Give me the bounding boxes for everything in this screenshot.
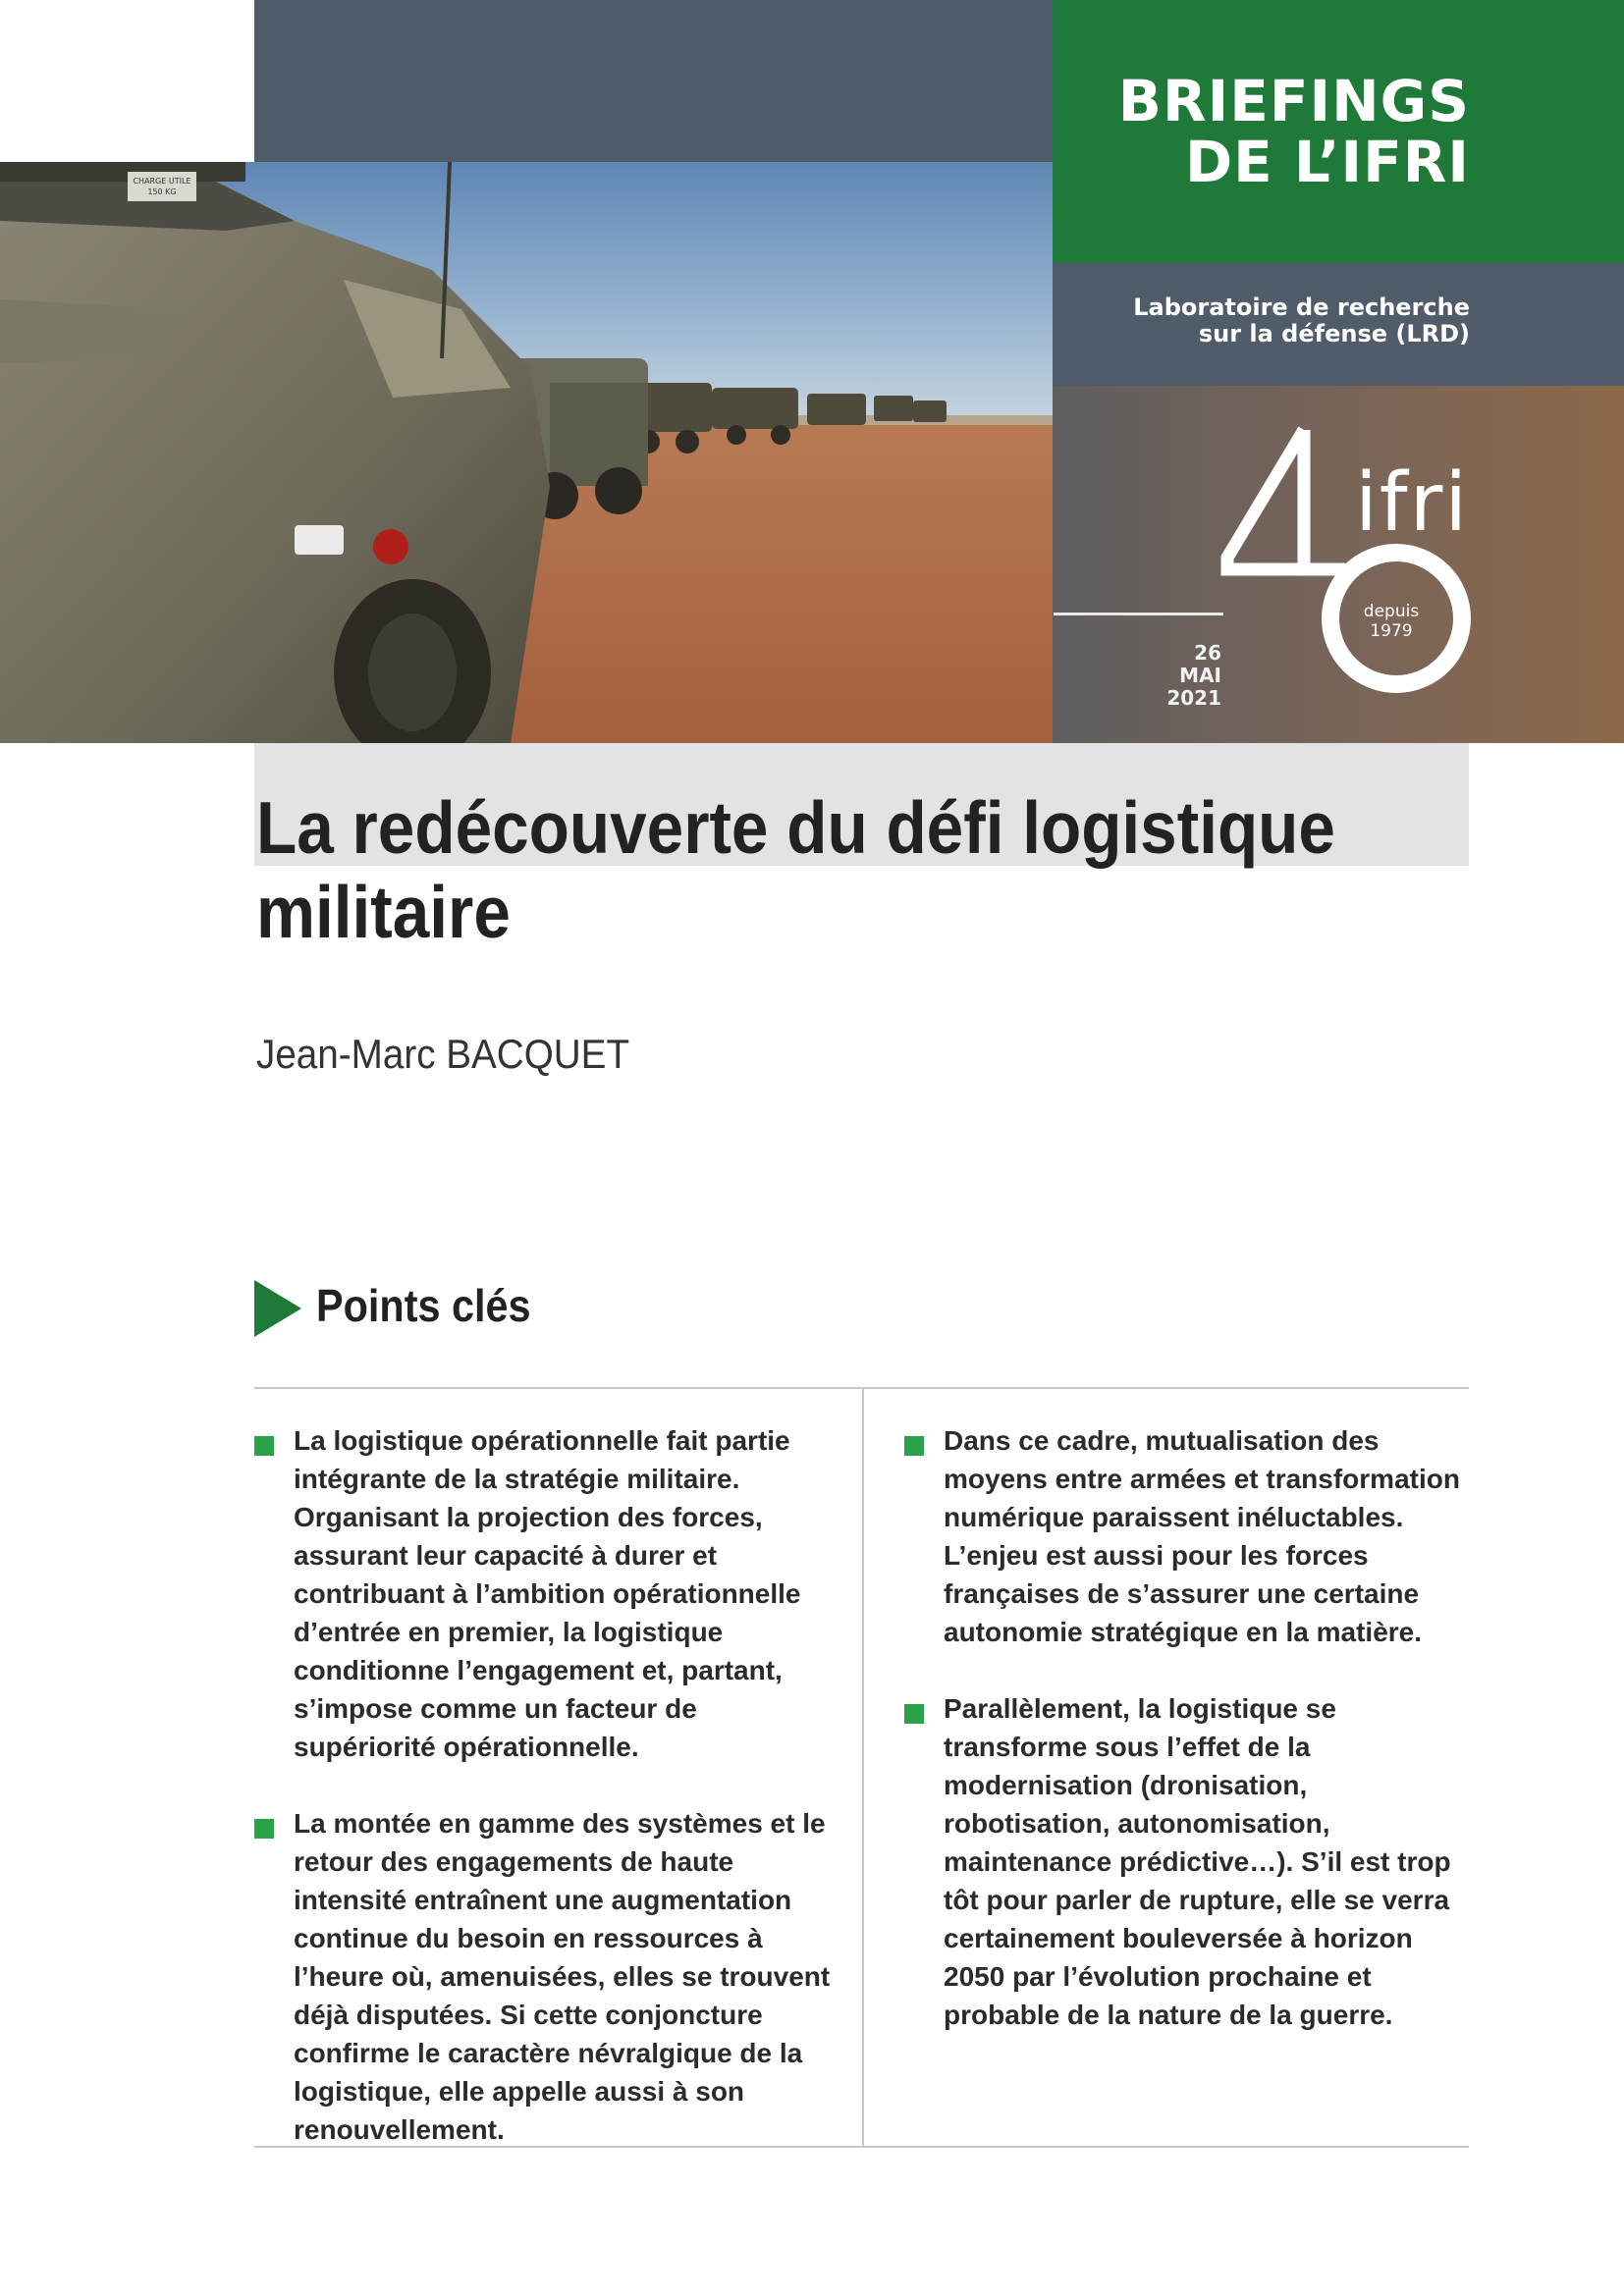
lab-name-line-2: sur la défense (LRD): [1198, 320, 1470, 347]
date-month: MAI: [1179, 664, 1221, 687]
series-title-line-1: BRIEFINGS: [1117, 68, 1470, 134]
logo-divider: [1054, 613, 1223, 615]
key-point-text: Parallèlement, la logistique se transforme sous l’effet de la modernisation (dronisation, robotisation, autonomisation, maintenance prédictive…). S’il est trop tôt pour parler de rupture, elle se verra certainement bouleversée à horizon 2050 par l’évolution prochaine et probable de la nature de la guerre.: [944, 1693, 1451, 2030]
date-year: 2021: [1166, 686, 1221, 710]
lab-name: [1133, 294, 1470, 347]
play-triangle-icon: [254, 1280, 301, 1337]
key-points-heading: Points clés: [316, 1280, 531, 1331]
key-points-right-column: [904, 1421, 1469, 2072]
bullet-square-icon: [904, 1704, 924, 1724]
logo-four-diagonal: [1227, 430, 1345, 569]
date-day: 26: [1194, 641, 1221, 665]
key-point-text: Dans ce cadre, mutualisation des moyens entre armées et transformation numérique paraissent inéluctables. L’enjeu est aussi pour les forces françaises de s’assurer une certaine autonomie stratégique en la matière.: [944, 1425, 1460, 1647]
bullet-square-icon: [904, 1436, 924, 1456]
key-point-item: [904, 1421, 1469, 1651]
key-point-item: [904, 1689, 1469, 2034]
payload-plate-line-1: CHARGE UTILE: [133, 177, 191, 186]
key-point-text: La montée en gamme des systèmes et le retour des engagements de haute intensité entraînent une augmentation continue du besoin en ressources à l’heure où, amenuisées, elles se trouvent déjà disputées. Si cette conjoncture confirme le caractère névralgique de la logistique, elle appelle aussi à son renouvellement.: [294, 1808, 831, 2145]
page-title: La redécouverte du défi logistique militaire: [256, 786, 1335, 953]
publication-date: [1139, 642, 1221, 710]
series-title-line-2: DE L’IFRI: [1184, 129, 1470, 195]
series-title: [1117, 68, 1470, 195]
key-point-text: La logistique opérationnelle fait partie intégrante de la stratégie militaire. Organisant la projection des forces, assurant leur capacité à durer et contribuant à l’ambition opérationnelle d’entrée en premier, la logistique conditionne l’engagement et, partant, s’impose comme un facteur de supériorité opérationnelle.: [294, 1425, 801, 1762]
key-point-item: [254, 1421, 843, 1766]
logo-since-year: 1979: [1370, 621, 1413, 641]
key-point-item: [254, 1804, 843, 2149]
bullet-square-icon: [254, 1436, 274, 1456]
key-points-left-column: [254, 1421, 843, 2187]
ifri-40-logo: [1218, 422, 1478, 707]
author-name: Jean-Marc BACQUET: [256, 1031, 630, 1077]
lab-name-line-1: Laboratoire de recherche: [1133, 294, 1470, 321]
header-slate-block: [254, 0, 1053, 162]
column-divider: [862, 1389, 864, 2146]
cover-photo: [0, 162, 1053, 743]
military-convoy-image: [0, 162, 1053, 743]
logo-since-label: depuis: [1363, 602, 1420, 621]
logo-ifri-text: ifri: [1355, 456, 1470, 550]
bullet-square-icon: [254, 1819, 274, 1839]
payload-plate-line-2: 150 KG: [147, 187, 177, 196]
